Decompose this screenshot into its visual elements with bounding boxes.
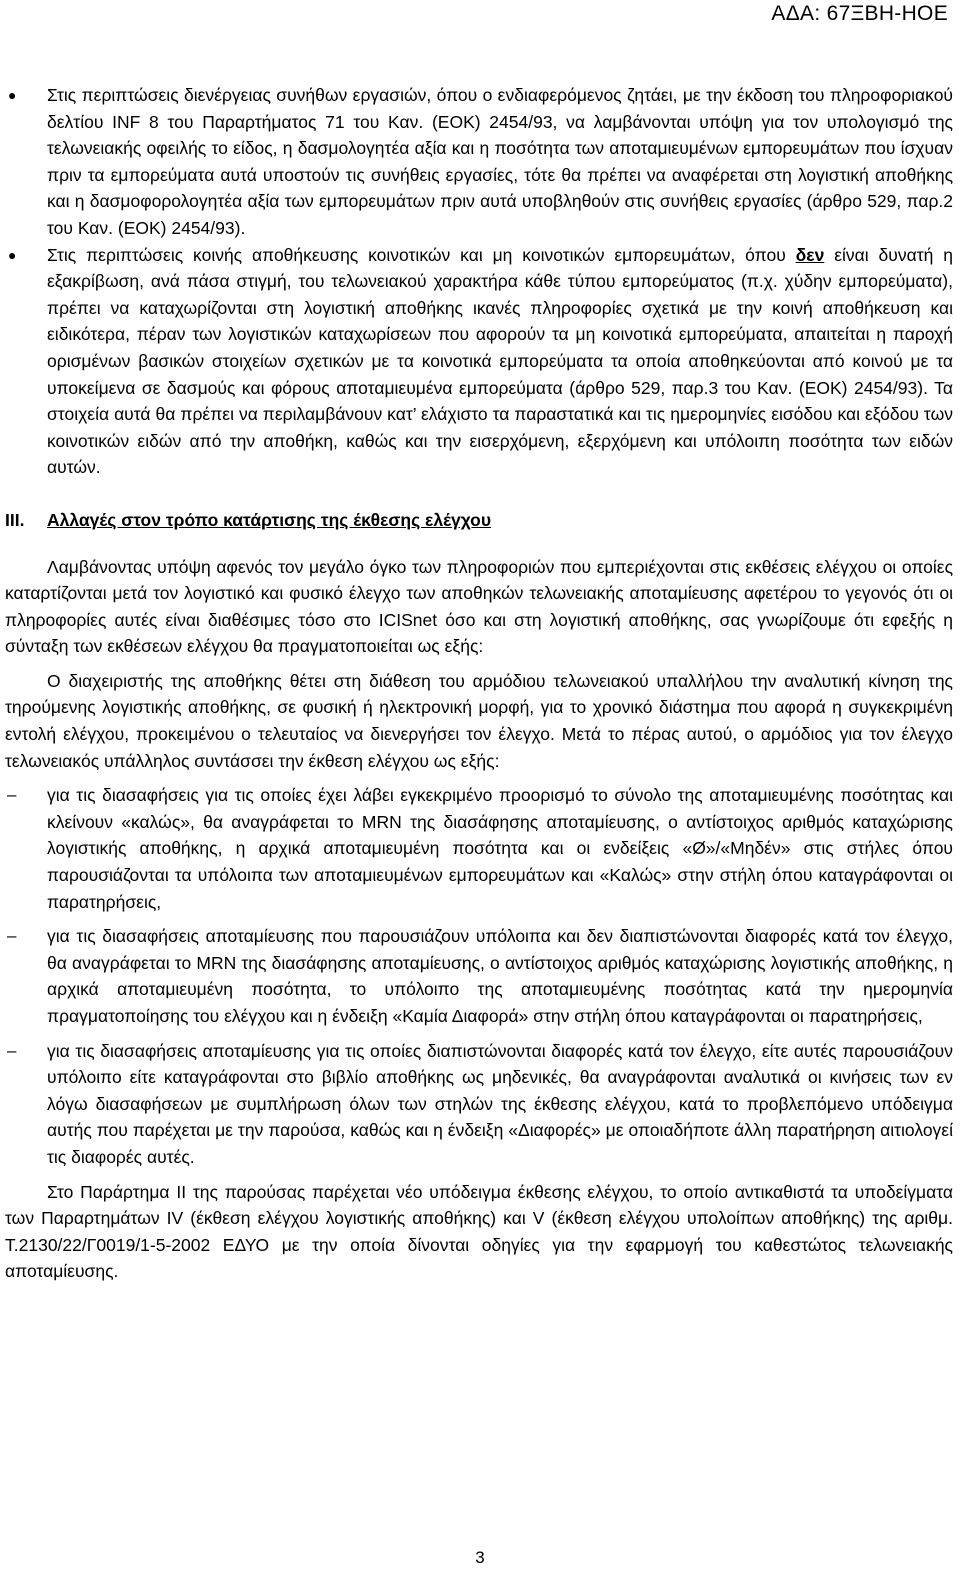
dash-item [5, 782, 953, 915]
bullet-item [5, 82, 953, 242]
section-title: Αλλαγές στον τρόπο κατάρτισης της έκθεσης ελέγχου [47, 509, 492, 530]
dash-icon: – [7, 1040, 17, 1060]
dash-list [5, 782, 953, 1170]
bullet-emphasis: δεν [795, 244, 825, 265]
ada-header: ΑΔΑ: 67ΞΒΗ-ΗΟΕ [771, 2, 948, 25]
page-number: 3 [475, 1548, 485, 1567]
dash-icon: – [7, 785, 17, 805]
paragraph: Ο διαχειριστής της αποθήκης θέτει στη διάθεση του αρμόδιου τελωνειακού υπαλλήλου την αναλυτική κίνηση της τηρούμενης λογιστικής αποθήκης, σε φυσική ή ηλεκτρονική μορφή, για το χρονικό διάστημα που αφορά η συγκεκριμένη εντολή ελέγχου, προκειμένου ο τελευταίος να διενεργήσει τον έλεγχο. Μετά το πέρας αυτού, ο αρμόδιος για τον έλεγχο τελωνειακός υπάλληλος συντάσσει την έκθεση ελέγχου ως εξής: [5, 670, 953, 771]
section-number: ΙΙΙ. [5, 509, 25, 530]
dash-item [5, 923, 953, 1029]
dash-text: για τις διασαφήσεις αποταμίευσης για τις οποίες διαπιστώνονται διαφορές κατά τον έλεγχο, είτε αυτές παρουσιάζουν υπόλοιπο είτε καταγράφονται στο βιβλίο αποθήκης ως μηδενικές, θα αναγράφονται αναλυτικά οι κινήσεις των εν λόγω διασαφήσεων με συμπλήρωση όλων των στηλών της έκθεσης ελέγχου, κατά το προβλεπόμενο υπόδειγμα αυτής που παρέχεται με την παρούσα, καθώς και η ένδειξη «Διαφορές» με οποιαδήποτε άλλη παρατήρηση αιτιολογεί τις διαφορές αυτές. [47, 1040, 953, 1167]
bullet-text: Στις περιπτώσεις διενέργειας συνήθων εργασιών, όπου ο ενδιαφερόμενος ζητάει, με την έκδοση του πληροφοριακού δελτίου INF 8 του Παραρτήματος 71 του Καν. (ΕΟΚ) 2454/93, να λαμβάνονται υπόψη για τον υπολογισμό της τελωνειακής οφειλής το είδος, η δασμολογητέα αξία και η ποσότητα των αποταμιευμένων εμπορευμάτων που ίσχυαν πριν τα εμπορεύματα αυτά υποστούν τις συνήθεις εργασίες, τότε θα πρέπει να αναφέρεται στη λογιστική αποθήκης και η δασμοφορολογητέα αξία των εμπορευμάτων πριν αυτά υποβληθούν στις συνήθεις εργασίες (άρθρο 529, παρ.2 του Καν. (ΕΟΚ) 2454/93). [47, 85, 953, 238]
bullet-text-after: είναι δυνατή η εξακρίβωση, ανά πάσα στιγμή, του τελωνειακού χαρακτήρα κάθε τύπου εμπορεύματος (π.χ. χύδην εμπορεύματα), πρέπει να καταχωρίζονται στη λογιστική αποθήκης ικανές πληροφορίες σχετικά με την κοινή αποθήκευση και ειδικότερα, πέραν των λογιστικών καταχωρίσεων που αφορούν τα μη κοινοτικά εμπορεύματα, απαιτείται η παροχή ορισμένων βασικών στοιχείων σχετικών με τα κοινοτικά εμπορεύματα τα οποία αποθηκεύονται από κοινού με τα υποκείμενα σε δασμούς και φόρους αποταμιευμένα εμπορεύματα (άρθρο 529, παρ.3 του Καν. (ΕΟΚ) 2454/93). Τα στοιχεία αυτά θα πρέπει να περιλαμβάνουν κατ’ ελάχιστο τα παραστατικά και τις ημερομηνίες εισόδου και εξόδου των κοινοτικών ειδών από την αποθήκη, καθώς και την εισερχόμενη, εξερχόμενη και υπόλοιπη ποσότητα των ειδών αυτών. [47, 244, 953, 478]
dash-item [5, 1038, 953, 1171]
section-heading [5, 507, 953, 534]
dash-icon: – [7, 926, 17, 946]
document-body [5, 82, 953, 1285]
closing-paragraph: Στο Παράρτημα ΙΙ της παρούσας παρέχεται νέο υπόδειγμα έκθεσης ελέγχου, το οποίο αντικαθιστά τα υποδείγματα των Παραρτημάτων IV (έκθεση ελέγχου λογιστικής αποθήκης) και V (έκθεση ελέγχου υπολοίπων αποθήκης) της αριθμ. Τ.2130/22/Γ0019/1-5-2002 ΕΔΥΟ με την οποία δίνονται οδηγίες για την εφαρμογή του καθεστώτος τελωνειακής αποταμίευσης. [5, 1181, 953, 1282]
bullet-text-before: Στις περιπτώσεις κοινής αποθήκευσης κοινοτικών και μη κοινοτικών εμπορευμάτων, όπου [47, 244, 796, 265]
bullet-item [5, 242, 953, 481]
bullet-icon: ● [8, 87, 17, 103]
dash-text: για τις διασαφήσεις αποταμίευσης που παρουσιάζουν υπόλοιπα και δεν διαπιστώνονται διαφορές κατά τον έλεγχο, θα αναγράφεται το MRN της διασάφησης αποταμίευσης, ο αντίστοιχος αριθμός καταχώρισης λογιστικής αποθήκης, η αρχικά αποταμιευμένη ποσότητα, το υπόλοιπο της αποταμιευμένης ποσότητας κατά την ημερομηνία πραγματοποίησης του ελέγχου και η ένδειξη «Καμία Διαφορά» στην στήλη όπου καταγράφονται οι παρατηρήσεις, [47, 926, 953, 1026]
paragraph: Λαμβάνοντας υπόψη αφενός τον μεγάλο όγκο των πληροφοριών που εμπεριέχονται στις εκθέσεις ελέγχου οι οποίες καταρτίζονται μετά τον λογιστικό και φυσικό έλεγχο των αποθηκών τελωνειακής αποταμίευσης αφετέρου το γεγονός ότι οι πληροφορίες αυτές είναι διαθέσιμες τόσο στο ICISnet όσο και στη λογιστική αποθήκης, σας γνωρίζουμε ότι εφεξής η σύνταξη των εκθέσεων ελέγχου θα πραγματοποιείται ως εξής: [5, 556, 953, 657]
dash-text: για τις διασαφήσεις για τις οποίες έχει λάβει εγκεκριμένο προορισμό το σύνολο της αποταμιευμένης ποσότητας και κλείνουν «καλώς», θα αναγράφεται το MRN της διασάφησης αποταμίευσης, ο αντίστοιχος αριθμός καταχώρισης λογιστικής αποθήκης, η αρχικά αποταμιευμένη ποσότητα και οι ενδείξεις «Ø»/«Μηδέν» στις στήλες όπου παρουσιάζονται τα υπόλοιπα των αποταμιευμένων εμπορευμάτων και «Καλώς» στην στήλη όπου καταγράφονται οι παρατηρήσεις, [47, 785, 953, 912]
bullet-icon: ● [8, 246, 17, 263]
